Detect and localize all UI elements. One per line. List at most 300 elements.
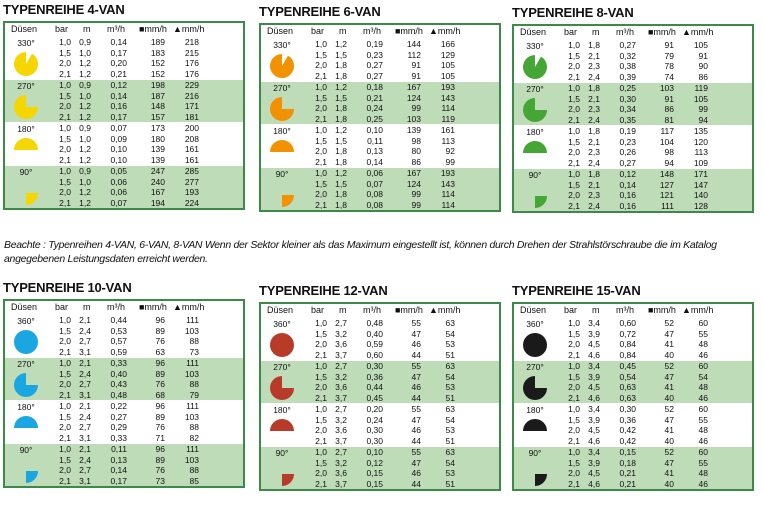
arc-cell (514, 126, 556, 168)
precip-triangle-cell: 48 (698, 382, 708, 392)
pressure-cell: 1,5 (59, 454, 71, 465)
flow-cell: 0,40 (366, 328, 383, 339)
flow-cell: 0,27 (366, 60, 383, 70)
arc-group-270 (261, 360, 499, 403)
radius-cell: 2,4 (588, 114, 600, 125)
precip-square-cell: 148 (150, 101, 165, 111)
precip-triangle-cell: 193 (440, 82, 455, 92)
radius-cell: 4,6 (588, 478, 600, 489)
pressure-cell: 2,1 (568, 114, 580, 125)
precip-square-cell: 80 (411, 146, 421, 156)
flow-cell: 0,21 (366, 92, 383, 103)
flow-cell: 0,33 (110, 432, 127, 443)
table-row (556, 61, 752, 72)
pressure-cell: 2,0 (568, 339, 580, 349)
arc-label: 360° (17, 316, 35, 326)
flow-cell: 0,42 (619, 425, 636, 435)
precip-square-cell: 47 (664, 457, 674, 468)
precip-triangle-cell: 48 (698, 468, 708, 478)
precip-square-cell: 41 (664, 339, 674, 349)
flow-cell: 0,21 (619, 478, 636, 489)
arc-group-180 (5, 400, 243, 443)
table-row (47, 379, 243, 390)
pressure-cell: 1,0 (568, 83, 580, 93)
flow-cell: 0,24 (366, 103, 383, 113)
table-row (303, 157, 499, 168)
table-row (47, 134, 243, 145)
table-row (303, 382, 499, 393)
flow-cell: 0,60 (366, 349, 383, 360)
radius-cell: 1,2 (79, 68, 91, 79)
pressure-cell: 1,0 (59, 315, 71, 325)
pressure-cell: 1,0 (568, 40, 580, 50)
flow-cell: 0,48 (366, 318, 383, 328)
col-bar: bar (311, 305, 325, 315)
radius-cell: 1,5 (335, 178, 347, 189)
precip-square-cell: 46 (411, 382, 421, 392)
table-row (303, 318, 499, 329)
nozzle-sector-270-icon (521, 374, 549, 402)
table-row (556, 339, 752, 350)
radius-cell: 2,3 (588, 104, 600, 114)
flow-cell: 0,27 (619, 40, 636, 50)
precip-triangle-cell: 53 (445, 425, 455, 435)
pressure-cell: 2,1 (59, 68, 71, 79)
precip-square-cell: 124 (406, 92, 421, 103)
precip-triangle-cell: 113 (441, 135, 455, 146)
table-row (556, 382, 752, 393)
data-table (3, 299, 245, 488)
precip-triangle-cell: 48 (698, 339, 708, 349)
arc-cell (261, 82, 303, 124)
pressure-cell: 2,0 (315, 382, 327, 392)
table-row (556, 458, 752, 469)
table-row (556, 329, 752, 340)
flow-cell: 0,14 (110, 90, 127, 101)
arc-group-180 (514, 125, 752, 168)
arc-label: 270° (273, 362, 291, 372)
radius-cell: 3,1 (79, 475, 91, 486)
col-duesen: Düsen (520, 305, 547, 315)
radius-cell: 3,7 (335, 349, 347, 360)
flow-cell: 0,17 (110, 111, 127, 122)
table-header (261, 304, 499, 317)
arc-label: 360° (526, 319, 544, 329)
table-row (303, 168, 499, 179)
flow-cell: 0,14 (110, 465, 127, 475)
precip-triangle-cell: 103 (184, 325, 199, 336)
precip-triangle-cell: 55 (698, 414, 708, 425)
flow-cell: 0,07 (110, 197, 127, 208)
flow-cell: 0,14 (110, 37, 127, 47)
precip-square-cell: 167 (406, 82, 421, 92)
precip-triangle-cell: 114 (441, 103, 455, 113)
radius-cell: 2,4 (588, 157, 600, 168)
pressure-cell: 1,0 (315, 318, 327, 328)
arc-label: 270° (17, 81, 35, 91)
precip-square-cell: 117 (660, 126, 674, 136)
precip-square-cell: 89 (155, 454, 165, 465)
pressure-cell: 1,0 (315, 125, 327, 135)
radius-cell: 4,5 (588, 425, 600, 435)
table-row (47, 155, 243, 166)
col-bar: bar (55, 24, 69, 34)
arc-cell (5, 358, 47, 400)
table-row (47, 69, 243, 80)
precip-triangle-cell: 88 (189, 336, 199, 346)
precip-square-cell: 139 (150, 144, 165, 154)
precip-square-cell: 247 (150, 166, 165, 176)
pressure-cell: 1,0 (568, 404, 580, 414)
pressure-cell: 2,1 (315, 478, 327, 489)
flow-cell: 0,43 (110, 379, 127, 389)
precip-square-cell: 139 (150, 154, 165, 165)
table-row (303, 189, 499, 200)
arc-group-360 (514, 317, 752, 360)
precip-square-cell: 41 (664, 425, 674, 435)
table-row (556, 425, 752, 436)
precip-triangle-cell: 51 (445, 478, 455, 489)
flow-cell: 0,57 (110, 336, 127, 346)
nozzle-sector-330-icon (268, 52, 296, 80)
radius-cell: 1,5 (335, 92, 347, 103)
precip-square-cell: 148 (659, 169, 674, 179)
flow-cell: 0,29 (110, 422, 127, 432)
flow-cell: 0,26 (619, 147, 636, 157)
table-row (303, 393, 499, 404)
table-row (47, 326, 243, 337)
precip-triangle-cell: 113 (694, 147, 708, 157)
pressure-cell: 2,1 (59, 197, 71, 208)
precip-square-cell: 44 (411, 392, 421, 403)
precip-triangle-cell: 60 (698, 447, 708, 457)
precip-square-cell: 194 (150, 197, 165, 208)
flow-cell: 0,33 (110, 358, 127, 368)
table-row (47, 48, 243, 59)
precip-square-cell: 91 (411, 60, 421, 70)
nozzle-sector-270-icon (268, 95, 296, 123)
table-row (303, 415, 499, 426)
col-precip-triangle: ▲mm/h (429, 305, 461, 315)
precip-square-cell: 55 (411, 404, 421, 414)
flow-cell: 0,15 (366, 478, 383, 489)
table-title: TYPENREIHE 12-VAN (259, 283, 388, 298)
pressure-cell: 2,0 (59, 379, 71, 389)
radius-cell: 3,1 (79, 432, 91, 443)
flow-cell: 0,18 (366, 82, 383, 92)
precip-square-cell: 47 (664, 328, 674, 339)
flow-cell: 0,07 (366, 178, 383, 189)
table-row (303, 350, 499, 361)
precip-square-cell: 89 (155, 325, 165, 336)
table-title: TYPENREIHE 4-VAN (3, 2, 125, 17)
arc-label: 90° (19, 445, 33, 455)
precip-square-cell: 52 (664, 318, 674, 328)
precip-square-cell: 96 (155, 315, 165, 325)
nozzle-sector-180-icon (12, 136, 40, 164)
pressure-cell: 2,0 (568, 425, 580, 435)
flow-cell: 0,45 (619, 361, 636, 371)
pressure-cell: 1,5 (568, 179, 580, 190)
precip-square-cell: 127 (659, 179, 674, 190)
radius-cell: 3,4 (588, 361, 600, 371)
precip-square-cell: 73 (155, 475, 165, 486)
col-precip-square: ■mm/h (395, 26, 423, 36)
table-header (514, 304, 752, 317)
group-rows (47, 444, 243, 486)
precip-square-cell: 86 (664, 104, 674, 114)
flow-cell: 0,34 (619, 104, 636, 114)
precip-square-cell: 198 (150, 80, 165, 90)
precip-square-cell: 52 (664, 404, 674, 414)
pressure-cell: 1,0 (59, 401, 71, 411)
table-row (303, 447, 499, 458)
pressure-cell: 1,5 (59, 90, 71, 101)
radius-cell: 1,8 (335, 146, 347, 156)
nozzle-sector-270-icon (12, 93, 40, 121)
arc-group-270 (514, 82, 752, 125)
table-row (556, 51, 752, 62)
table-row (303, 50, 499, 61)
arc-group-90 (5, 443, 243, 486)
precip-triangle-cell: 111 (186, 358, 199, 368)
pressure-cell: 1,0 (59, 80, 71, 90)
precip-square-cell: 46 (411, 425, 421, 435)
arc-label: 270° (526, 362, 544, 372)
arc-group-360 (261, 317, 499, 360)
group-rows (303, 125, 499, 167)
pressure-cell: 1,0 (568, 126, 580, 136)
precip-square-cell: 47 (411, 457, 421, 468)
radius-cell: 3,6 (335, 382, 347, 392)
radius-cell: 2,1 (588, 179, 600, 190)
nozzle-sector-330-icon (521, 53, 549, 81)
pressure-cell: 1,0 (315, 168, 327, 178)
radius-cell: 0,9 (79, 123, 91, 133)
radius-cell: 2,4 (79, 454, 91, 465)
pressure-cell: 2,1 (59, 111, 71, 122)
precip-triangle-cell: 140 (693, 190, 708, 200)
precip-square-cell: 41 (664, 382, 674, 392)
radius-cell: 1,8 (335, 70, 347, 81)
radius-cell: 2,1 (588, 93, 600, 104)
arc-label: 270° (17, 359, 35, 369)
pressure-cell: 2,0 (59, 187, 71, 197)
table-row (47, 123, 243, 134)
pressure-cell: 2,1 (59, 154, 71, 165)
precip-square-cell: 52 (664, 361, 674, 371)
flow-cell: 0,09 (110, 133, 127, 144)
flow-cell: 0,12 (110, 80, 127, 90)
precip-triangle-cell: 105 (440, 60, 455, 70)
radius-cell: 0,9 (79, 80, 91, 90)
precip-square-cell: 40 (664, 435, 674, 446)
table-row (556, 404, 752, 415)
precip-triangle-cell: 193 (440, 168, 455, 178)
pressure-cell: 2,1 (568, 71, 580, 82)
radius-cell: 1,2 (79, 144, 91, 154)
group-rows (47, 358, 243, 400)
pressure-cell: 2,0 (59, 58, 71, 68)
group-rows (556, 83, 752, 125)
table-row (556, 468, 752, 479)
table-row (303, 372, 499, 383)
table-row (303, 125, 499, 136)
precip-triangle-cell: 48 (698, 425, 708, 435)
radius-cell: 1,8 (335, 60, 347, 70)
precip-square-cell: 47 (411, 328, 421, 339)
radius-cell: 1,2 (79, 154, 91, 165)
nozzle-sector-180-icon (268, 417, 296, 445)
precip-triangle-cell: 176 (184, 68, 199, 79)
radius-cell: 1,2 (79, 187, 91, 197)
flow-cell: 0,23 (619, 136, 636, 147)
pressure-cell: 1,0 (315, 361, 327, 371)
precip-square-cell: 44 (411, 349, 421, 360)
table-row (556, 393, 752, 404)
precip-square-cell: 96 (155, 401, 165, 411)
table-row (556, 169, 752, 180)
pressure-cell: 2,1 (315, 392, 327, 403)
table-row (556, 40, 752, 51)
precip-triangle-cell: 63 (445, 404, 455, 414)
nozzle-sector-180-icon (12, 414, 40, 442)
nozzle-sector-180-icon (521, 417, 549, 445)
flow-cell: 0,15 (619, 447, 636, 457)
precip-square-cell: 78 (664, 61, 674, 71)
precip-square-cell: 76 (155, 465, 165, 475)
pressure-cell: 2,1 (315, 156, 327, 167)
col-bar: bar (311, 26, 325, 36)
precip-triangle-cell: 171 (184, 101, 199, 111)
precip-triangle-cell: 171 (693, 169, 708, 179)
precip-triangle-cell: 55 (698, 328, 708, 339)
group-rows (556, 447, 752, 489)
pressure-cell: 2,0 (59, 336, 71, 346)
precip-square-cell: 111 (661, 200, 674, 211)
flow-cell: 0,12 (619, 169, 636, 179)
group-rows (47, 401, 243, 443)
nozzle-sector-90-icon (521, 182, 549, 210)
nozzle-sector-360-icon (521, 331, 549, 359)
precip-triangle-cell: 119 (441, 113, 455, 124)
flow-cell: 0,38 (619, 61, 636, 71)
col-duesen: Düsen (267, 305, 294, 315)
col-m: m (592, 27, 600, 37)
radius-cell: 4,6 (588, 349, 600, 360)
table-8-van (512, 5, 754, 213)
precip-triangle-cell: 63 (445, 318, 455, 328)
flow-cell: 0,16 (619, 200, 636, 211)
arc-label: 180° (526, 127, 544, 137)
flow-cell: 0,60 (619, 318, 636, 328)
arc-group-330 (5, 36, 243, 79)
table-row (556, 94, 752, 105)
arc-label: 180° (17, 402, 35, 412)
precip-triangle-cell: 200 (184, 123, 199, 133)
pressure-cell: 2,1 (568, 349, 580, 360)
precip-square-cell: 152 (150, 68, 165, 79)
flow-cell: 0,16 (619, 190, 636, 200)
precip-triangle-cell: 54 (445, 457, 455, 468)
table-10-van (3, 280, 245, 488)
radius-cell: 3,4 (588, 447, 600, 457)
table-row (556, 361, 752, 372)
precip-triangle-cell: 92 (445, 146, 455, 156)
pressure-cell: 1,0 (568, 447, 580, 457)
table-row (556, 72, 752, 83)
flow-cell: 0,27 (110, 411, 127, 422)
col-flow: m³/h (363, 26, 381, 36)
pressure-cell: 1,5 (315, 457, 327, 468)
table-row (556, 126, 752, 137)
precip-square-cell: 240 (150, 176, 165, 187)
col-flow: m³/h (107, 24, 125, 34)
arc-cell (5, 166, 47, 208)
precip-square-cell: 89 (155, 411, 165, 422)
pressure-cell: 1,5 (59, 133, 71, 144)
pressure-cell: 2,0 (568, 147, 580, 157)
table-row (47, 144, 243, 155)
precip-square-cell: 112 (407, 49, 421, 60)
precip-square-cell: 183 (150, 47, 165, 58)
table-row (303, 179, 499, 190)
radius-cell: 1,2 (335, 125, 347, 135)
flow-cell: 0,30 (619, 404, 636, 414)
table-row (303, 404, 499, 415)
data-table (512, 302, 754, 491)
precip-triangle-cell: 91 (698, 50, 708, 61)
arc-label: 90° (275, 448, 289, 458)
arc-cell (5, 315, 47, 357)
flow-cell: 0,06 (366, 168, 383, 178)
radius-cell: 2,7 (79, 422, 91, 432)
flow-cell: 0,63 (619, 382, 636, 392)
precip-triangle-cell: 103 (184, 411, 199, 422)
pressure-cell: 1,5 (315, 92, 327, 103)
table-row (303, 200, 499, 211)
table-row (47, 347, 243, 358)
pressure-cell: 2,1 (568, 435, 580, 446)
radius-cell: 2,4 (588, 200, 600, 211)
flow-cell: 0,30 (619, 93, 636, 104)
precip-triangle-cell: 161 (184, 154, 199, 165)
flow-cell: 0,48 (110, 389, 127, 400)
radius-cell: 1,8 (335, 189, 347, 199)
flow-cell: 0,53 (110, 325, 127, 336)
precip-triangle-cell: 60 (698, 404, 708, 414)
table-row (556, 318, 752, 329)
table-row (556, 190, 752, 201)
flow-cell: 0,06 (110, 187, 127, 197)
precip-square-cell: 71 (155, 432, 165, 443)
precip-square-cell: 55 (411, 361, 421, 371)
group-rows (47, 80, 243, 122)
flow-cell: 0,10 (110, 154, 127, 165)
pressure-cell: 1,5 (315, 414, 327, 425)
flow-cell: 0,07 (110, 123, 127, 133)
table-4-van (3, 2, 245, 210)
pressure-cell: 2,0 (59, 101, 71, 111)
flow-cell: 0,24 (366, 414, 383, 425)
arc-label: 330° (526, 41, 544, 51)
flow-cell: 0,59 (110, 346, 127, 357)
pressure-cell: 2,0 (568, 61, 580, 71)
table-row (47, 465, 243, 476)
pressure-cell: 1,5 (315, 371, 327, 382)
arc-label: 180° (526, 405, 544, 415)
group-rows (303, 82, 499, 124)
